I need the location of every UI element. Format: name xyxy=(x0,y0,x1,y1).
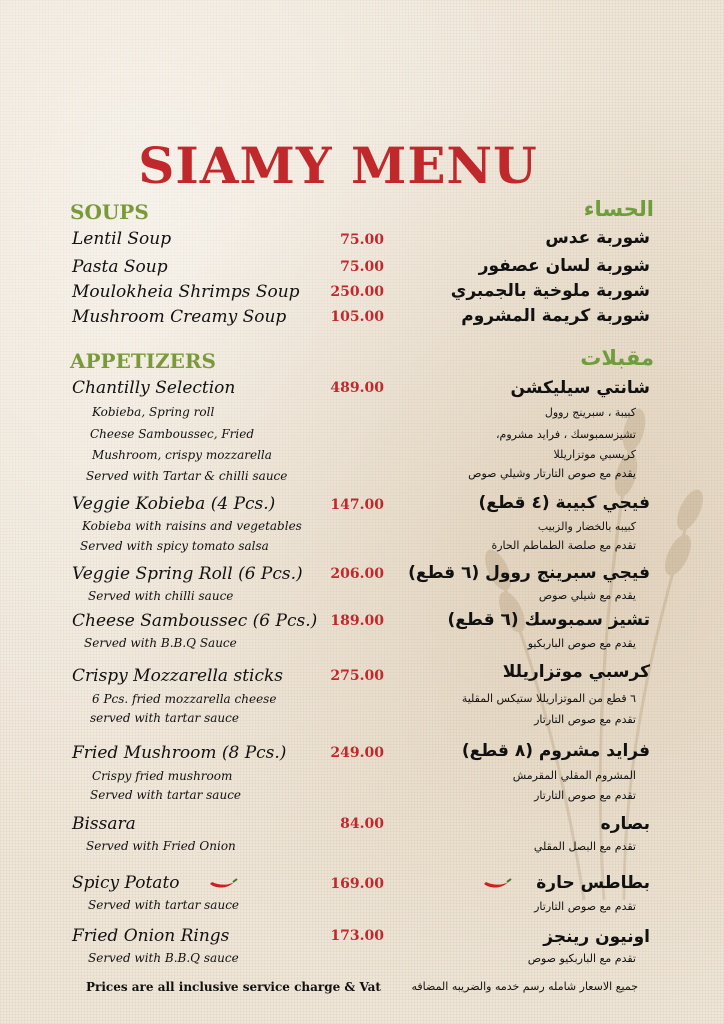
appetizer-price: 147.00 xyxy=(330,497,384,513)
appetizer-name-ar: بطاطس حارة xyxy=(536,873,650,893)
soup-name-en: Mushroom Creamy Soup xyxy=(72,307,287,327)
soup-name-en: Pasta Soup xyxy=(72,257,168,277)
appetizer-desc-en: Served with Fried Onion xyxy=(86,839,236,853)
appetizer-desc-en: served with tartar sauce xyxy=(90,711,239,725)
appetizer-desc-ar: يقدم مع شيلي صوص xyxy=(538,589,636,602)
appetizer-price: 84.00 xyxy=(340,816,384,832)
chili-pepper-icon xyxy=(482,877,512,891)
appetizer-desc-en: Served with tartar sauce xyxy=(88,898,240,912)
appetizer-name-ar: فيجي كبيبة (٤ قطع) xyxy=(478,493,650,513)
appetizer-desc-ar: تقدم مع البصل المقلي xyxy=(533,840,636,853)
appetizer-desc-ar: تقدم مع صوص التارتار xyxy=(534,789,636,802)
appetizer-name-en: Chantilly Selection xyxy=(72,378,236,398)
section-title-appetizers-en: APPETIZERS xyxy=(70,349,216,373)
appetizer-desc-ar: كريسبي موتزاريللا xyxy=(553,448,636,461)
appetizer-desc-ar: تقدم مع الباربكيو صوص xyxy=(527,952,636,965)
appetizer-name-ar: كرسبي موتزاريللا xyxy=(502,662,650,682)
appetizer-desc-en: Mushroom, crispy mozzarella xyxy=(92,448,272,462)
appetizer-desc-ar: كبيبه بالخضار والزبيب xyxy=(537,520,636,533)
appetizer-name-en: Veggie Spring Roll (6 Pcs.) xyxy=(72,564,303,584)
appetizer-name-ar: فرايد مشروم (٨ قطع) xyxy=(461,741,650,761)
appetizer-desc-ar: ٦ قطع من الموتزاريللا ستيكس المقلية xyxy=(461,692,636,705)
soup-name-ar: شوربة لسان عصفور xyxy=(478,256,650,276)
appetizer-name-en: Cheese Samboussec (6 Pcs.) xyxy=(72,611,318,631)
menu-title: SIAMY MENU xyxy=(138,136,538,195)
appetizer-name-en: Bissara xyxy=(72,814,136,834)
appetizer-price: 275.00 xyxy=(330,668,384,684)
appetizer-name-ar: بصاره xyxy=(600,814,650,834)
appetizer-price: 173.00 xyxy=(330,928,384,944)
appetizer-name-ar: تشيز سمبوسك (٦ قطع) xyxy=(447,610,650,630)
appetizer-name-en: Crispy Mozzarella sticks xyxy=(72,666,284,686)
appetizer-desc-en: Crispy fried mushroom xyxy=(92,769,233,783)
appetizer-name-ar: شانتي سيليكشن xyxy=(510,378,650,398)
soup-name-ar: شوربة ملوخية بالجمبري xyxy=(450,281,650,301)
appetizer-name-en: Spicy Potato xyxy=(72,873,180,893)
soup-name-en: Lentil Soup xyxy=(72,229,172,249)
soup-price: 75.00 xyxy=(340,232,384,248)
appetizer-desc-ar: تقدم مع صوص التارتار xyxy=(534,900,636,913)
appetizer-desc-ar: يقدم مع صوص الباربكيو xyxy=(527,637,636,650)
appetizer-name-ar: فيجي سبرينج روول (٦ قطع) xyxy=(408,563,650,583)
soup-name-ar: شوربة عدس xyxy=(545,228,650,248)
appetizer-price: 189.00 xyxy=(330,613,384,629)
appetizer-desc-en: Served with B.B.Q Sauce xyxy=(84,636,237,650)
appetizer-name-en: Fried Onion Rings xyxy=(72,926,230,946)
appetizer-desc-ar: المشروم المقلي المقرمش xyxy=(512,769,636,782)
appetizer-desc-en: Served with tartar sauce xyxy=(90,788,242,802)
appetizer-name-en: Veggie Kobieba (4 Pcs.) xyxy=(72,494,276,514)
appetizer-price: 206.00 xyxy=(330,566,384,582)
soup-price: 75.00 xyxy=(340,259,384,275)
footer-note-en: Prices are all inclusive service charge & Vat xyxy=(86,980,381,994)
soup-name-ar: شوربة كريمة المشروم xyxy=(461,306,650,326)
section-title-appetizers-ar: مقبلات xyxy=(580,346,654,370)
appetizer-price: 169.00 xyxy=(330,876,384,892)
section-title-soups-en: SOUPS xyxy=(70,200,149,224)
appetizer-price: 489.00 xyxy=(330,380,384,396)
soup-price: 105.00 xyxy=(330,309,384,325)
appetizer-desc-en: Served with spicy tomato salsa xyxy=(80,539,269,553)
appetizer-desc-ar: تقدم مع صلصة الطماطم الحارة xyxy=(491,539,636,552)
appetizer-desc-en: Cheese Samboussec, Fried xyxy=(90,427,255,441)
appetizer-price: 249.00 xyxy=(330,745,384,761)
appetizer-desc-ar: تقدم مع صوص التارتار xyxy=(534,713,636,726)
appetizer-desc-en: 6 Pcs. fried mozzarella cheese xyxy=(92,692,277,706)
appetizer-name-ar: اونيون رينجز xyxy=(543,927,650,947)
chili-pepper-icon xyxy=(208,877,238,891)
appetizer-desc-en: Served with Tartar & chilli sauce xyxy=(86,469,288,483)
soup-name-en: Moulokheia Shrimps Soup xyxy=(72,282,300,302)
section-title-soups-ar: الحساء xyxy=(583,197,654,221)
appetizer-desc-en: Served with chilli sauce xyxy=(88,589,234,603)
appetizer-desc-ar: كبيبة ، سبرينج روول xyxy=(544,406,636,419)
appetizer-desc-en: Kobieba, Spring roll xyxy=(92,405,215,419)
appetizer-desc-en: Served with B.B.Q sauce xyxy=(88,951,239,965)
footer-note-ar: جميع الاسعار شامله رسم خدمه والضريبه المضافه xyxy=(411,980,638,993)
soup-price: 250.00 xyxy=(330,284,384,300)
appetizer-desc-ar: يقدم مع صوص التارتار وشيلي صوص xyxy=(468,467,636,480)
appetizer-desc-ar: تشيزسمبوسك ، فرايد مشروم، xyxy=(495,428,636,441)
appetizer-desc-en: Kobieba with raisins and vegetables xyxy=(82,519,302,533)
appetizer-name-en: Fried Mushroom (8 Pcs.) xyxy=(72,743,287,763)
